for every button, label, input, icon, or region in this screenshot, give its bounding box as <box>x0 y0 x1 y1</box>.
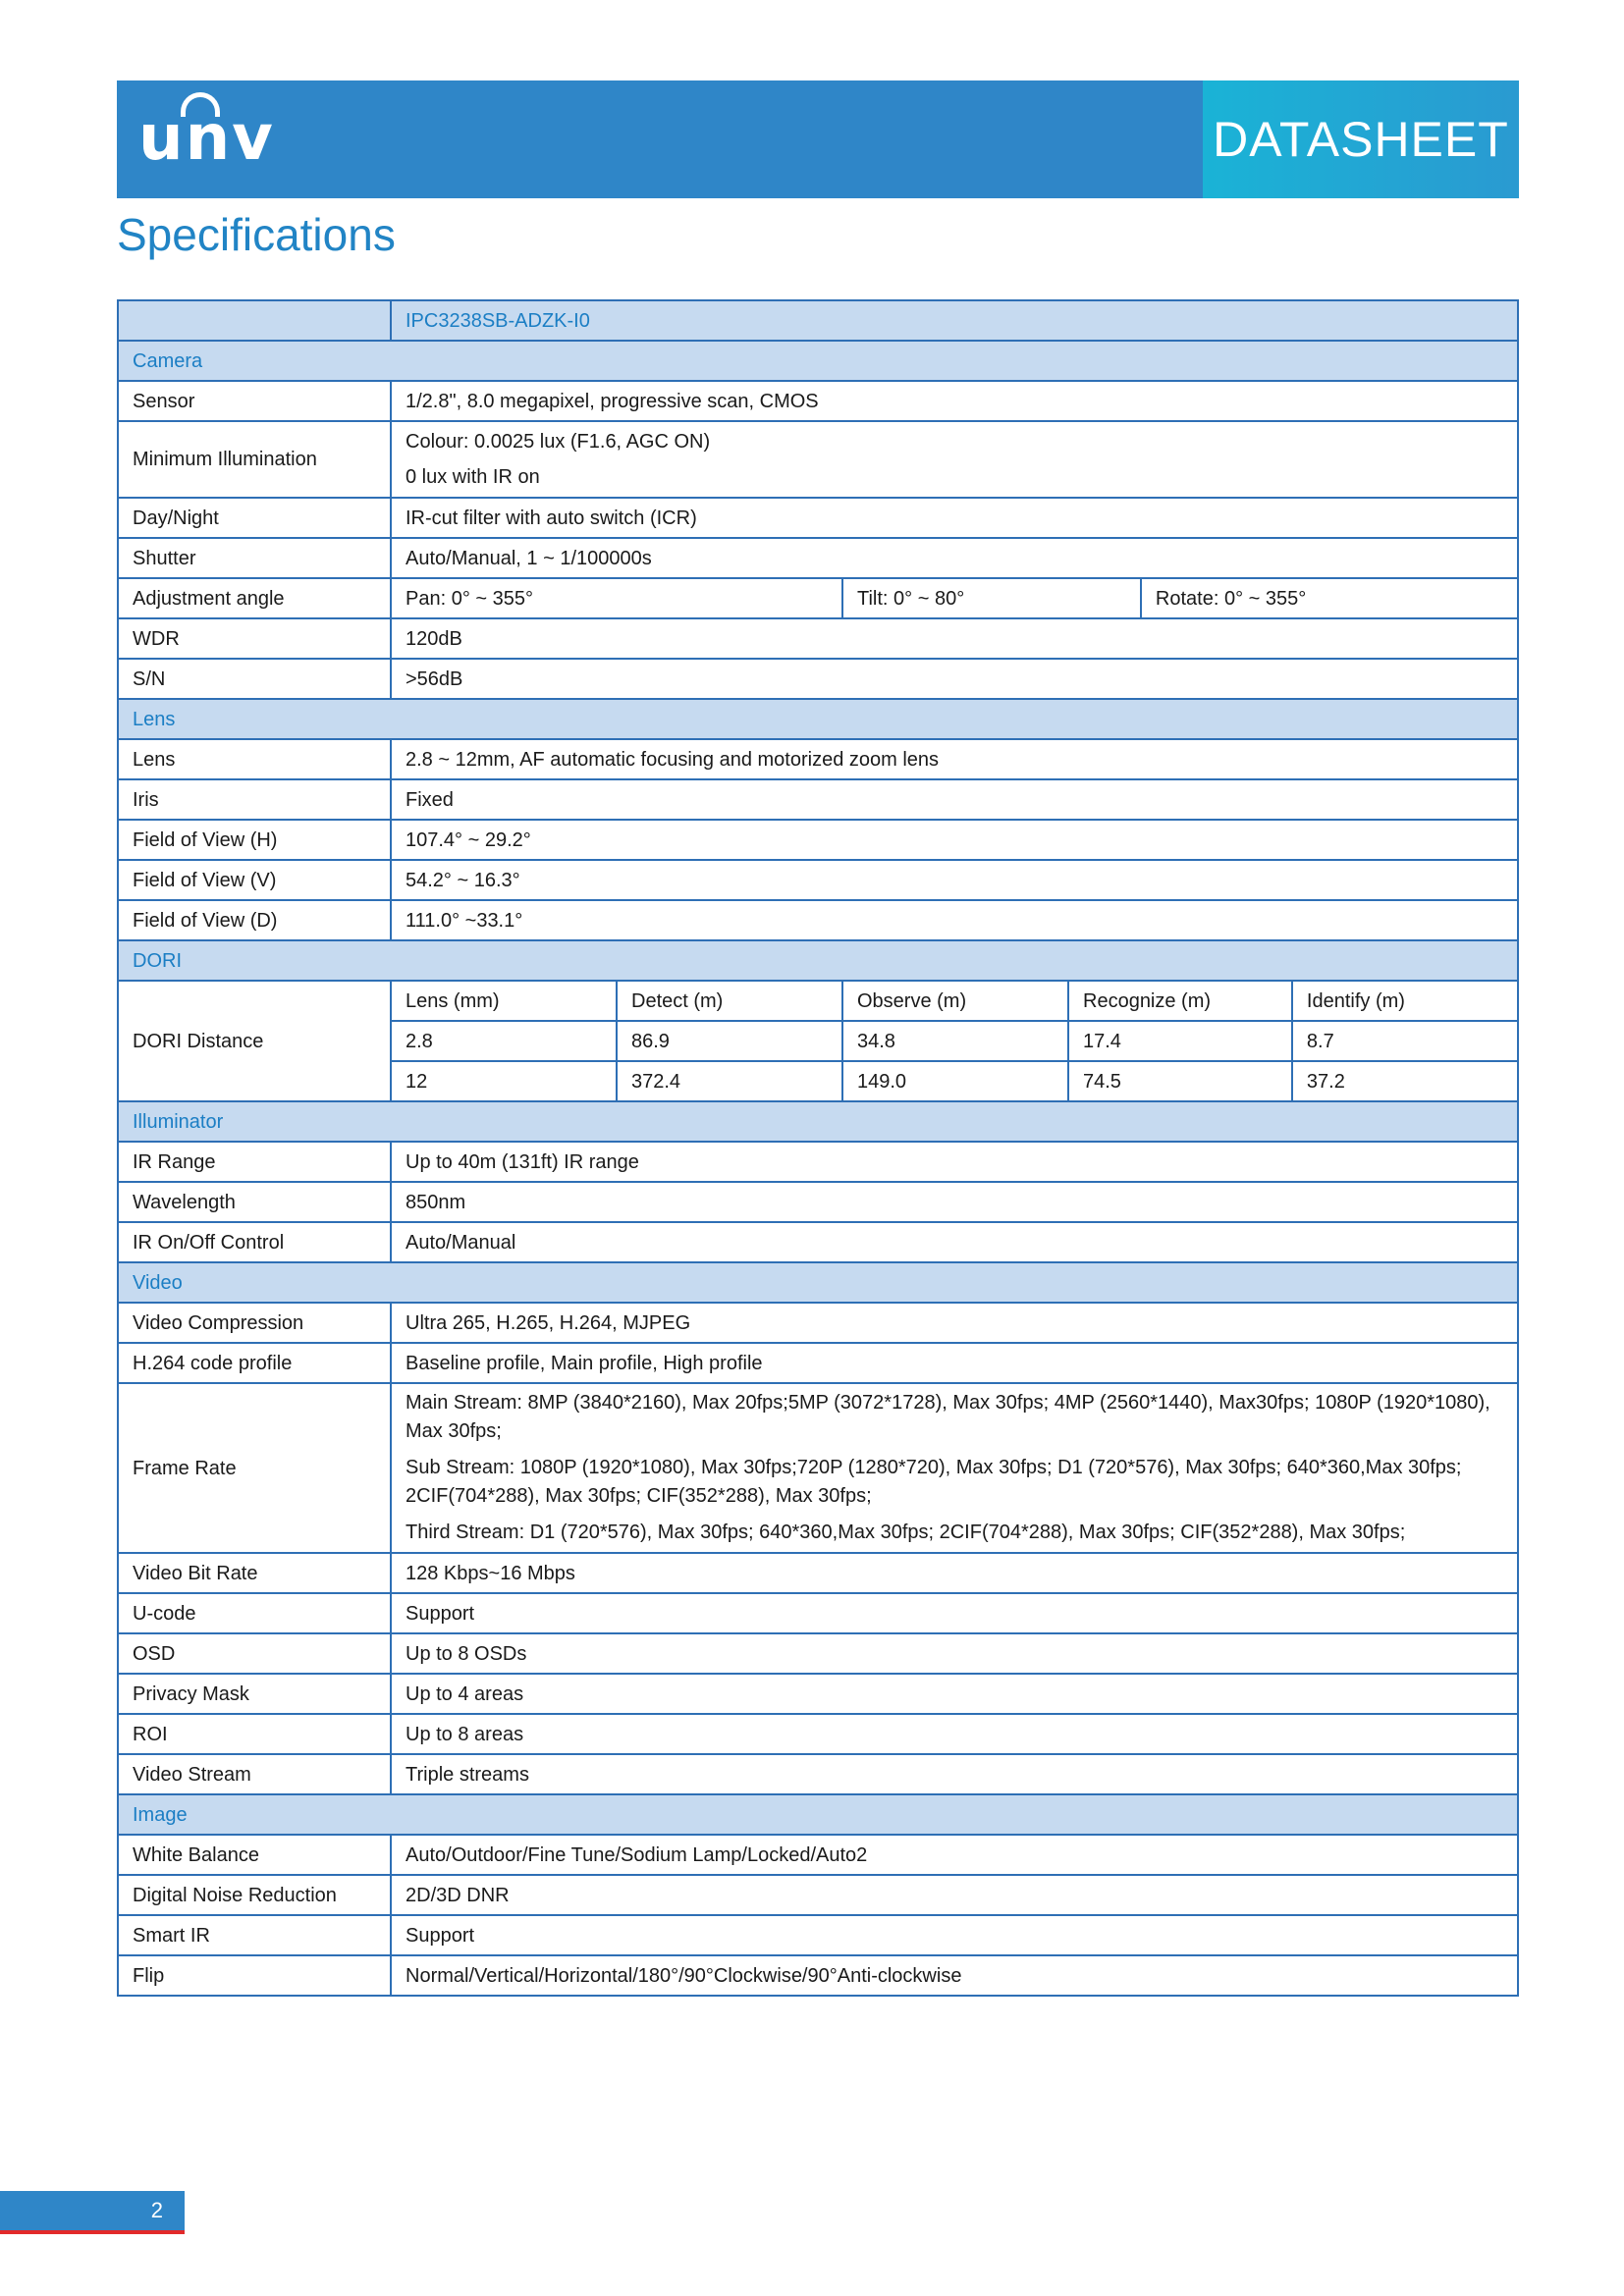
section-image <box>118 1794 1518 1835</box>
spec-label: OSD <box>118 1633 391 1674</box>
logo-arc-icon <box>181 92 220 117</box>
spec-row-adjustment-angle <box>118 578 1518 618</box>
spec-value: Up to 8 OSDs <box>391 1633 1518 1674</box>
spec-value: 111.0° ~33.1° <box>391 900 1518 940</box>
specifications-table <box>117 299 1519 1997</box>
dori-header-cell: Observe (m) <box>842 981 1068 1021</box>
spec-label: IR On/Off Control <box>118 1222 391 1262</box>
spec-value: 120dB <box>391 618 1518 659</box>
spec-value: Auto/Outdoor/Fine Tune/Sodium Lamp/Locked/Auto2 <box>391 1835 1518 1875</box>
spec-label: Minimum Illumination <box>118 421 391 498</box>
spec-value: Fixed <box>391 779 1518 820</box>
spec-label: Smart IR <box>118 1915 391 1955</box>
spec-row-privacy-mask <box>118 1674 1518 1714</box>
dori-cell: 17.4 <box>1068 1021 1292 1061</box>
dori-cell: 74.5 <box>1068 1061 1292 1101</box>
section-video <box>118 1262 1518 1303</box>
third-stream-text: Third Stream: D1 (720*576), Max 30fps; 640*360,Max 30fps; 2CIF(704*288), Max 30fps; CIF(352*288), Max 30fps; <box>406 1522 1406 1543</box>
spec-label: Day/Night <box>118 498 391 538</box>
model-row <box>118 300 1518 341</box>
spec-row-h264-profile <box>118 1343 1518 1383</box>
spec-value: Triple streams <box>391 1754 1518 1794</box>
spec-label: Flip <box>118 1955 391 1996</box>
sub-stream-text: Sub Stream: 1080P (1920*1080), Max 30fps;720P (1280*720), Max 30fps; D1 (720*576), Max 30fps; 640*360,Max 30fps; 2CIF(704*288), Max 30fps; CIF(352*288), Max 30fps; <box>406 1457 1462 1507</box>
spec-label: Field of View (H) <box>118 820 391 860</box>
spec-label: U-code <box>118 1593 391 1633</box>
dori-cell: 149.0 <box>842 1061 1068 1101</box>
section-title: Image <box>118 1794 1518 1835</box>
unv-logo <box>138 98 286 179</box>
page-title: Specifications <box>117 209 396 260</box>
spec-label: Digital Noise Reduction <box>118 1875 391 1915</box>
spec-label: IR Range <box>118 1142 391 1182</box>
model-name: IPC3238SB-ADZK-I0 <box>391 300 1518 341</box>
section-title: Video <box>118 1262 1518 1303</box>
spec-row-video-stream <box>118 1754 1518 1794</box>
spec-row-sensor <box>118 381 1518 421</box>
spec-value: 2.8 ~ 12mm, AF automatic focusing and motorized zoom lens <box>391 739 1518 779</box>
spec-row-flip <box>118 1955 1518 1996</box>
spec-row-wdr <box>118 618 1518 659</box>
spec-row-min-illumination <box>118 421 1518 498</box>
spec-label: Video Stream <box>118 1754 391 1794</box>
spec-row-video-compression <box>118 1303 1518 1343</box>
spec-label: ROI <box>118 1714 391 1754</box>
spec-row-frame-rate <box>118 1383 1518 1553</box>
spec-value: 850nm <box>391 1182 1518 1222</box>
spec-row-bit-rate <box>118 1553 1518 1593</box>
section-title: DORI <box>118 940 1518 981</box>
spec-value: Auto/Manual, 1 ~ 1/100000s <box>391 538 1518 578</box>
spec-label: Shutter <box>118 538 391 578</box>
spec-label: Frame Rate <box>118 1383 391 1553</box>
spec-label: WDR <box>118 618 391 659</box>
spec-value: 2D/3D DNR <box>391 1875 1518 1915</box>
spec-row-osd <box>118 1633 1518 1674</box>
spec-value-line: Colour: 0.0025 lux (F1.6, AGC ON) <box>406 431 711 453</box>
section-camera <box>118 341 1518 381</box>
dori-cell: 8.7 <box>1292 1021 1518 1061</box>
spec-label: White Balance <box>118 1835 391 1875</box>
spec-row-fov-d <box>118 900 1518 940</box>
spec-label: Lens <box>118 739 391 779</box>
page-number: 2 <box>150 2198 163 2222</box>
spec-value: 107.4° ~ 29.2° <box>391 820 1518 860</box>
spec-value: >56dB <box>391 659 1518 699</box>
dori-header-row <box>118 981 1518 1021</box>
spec-label: Wavelength <box>118 1182 391 1222</box>
spec-row-fov-v <box>118 860 1518 900</box>
tilt-value: Tilt: 0° ~ 80° <box>842 578 1141 618</box>
spec-value: Ultra 265, H.265, H.264, MJPEG <box>391 1303 1518 1343</box>
dori-cell: 86.9 <box>617 1021 842 1061</box>
spec-label: Field of View (V) <box>118 860 391 900</box>
spec-row-iris <box>118 779 1518 820</box>
spec-row-sn <box>118 659 1518 699</box>
spec-label: Sensor <box>118 381 391 421</box>
datasheet-label: DATASHEET <box>1213 112 1509 167</box>
spec-row-shutter <box>118 538 1518 578</box>
dori-cell: 37.2 <box>1292 1061 1518 1101</box>
section-lens <box>118 699 1518 739</box>
spec-value <box>391 421 1518 498</box>
rotate-value: Rotate: 0° ~ 355° <box>1141 578 1518 618</box>
spec-row-ir-control <box>118 1222 1518 1262</box>
main-stream-text: Main Stream: 8MP (3840*2160), Max 20fps;5MP (3072*1728), Max 30fps; 4MP (2560*1440), Max30fps; 1080P (1920*1080), Max 30fps; <box>406 1392 1490 1442</box>
spec-value: Up to 40m (131ft) IR range <box>391 1142 1518 1182</box>
spec-value: 54.2° ~ 16.3° <box>391 860 1518 900</box>
spec-row-smart-ir <box>118 1915 1518 1955</box>
spec-value: Support <box>391 1915 1518 1955</box>
spec-row-day-night <box>118 498 1518 538</box>
section-dori <box>118 940 1518 981</box>
dori-header-cell: Detect (m) <box>617 981 842 1021</box>
logo-text: unv <box>138 102 275 175</box>
spec-label: Video Bit Rate <box>118 1553 391 1593</box>
spec-value: Up to 8 areas <box>391 1714 1518 1754</box>
dori-header-cell: Identify (m) <box>1292 981 1518 1021</box>
dori-cell: 372.4 <box>617 1061 842 1101</box>
spec-label: Adjustment angle <box>118 578 391 618</box>
spec-value <box>391 1383 1518 1553</box>
datasheet-badge <box>1203 80 1519 198</box>
spec-row-roi <box>118 1714 1518 1754</box>
page-number-tab <box>0 2191 185 2234</box>
spec-label: Iris <box>118 779 391 820</box>
spec-value: Up to 4 areas <box>391 1674 1518 1714</box>
page-header <box>117 80 1519 198</box>
spec-row-dnr <box>118 1875 1518 1915</box>
dori-header-cell: Lens (mm) <box>391 981 617 1021</box>
spec-row-ucode <box>118 1593 1518 1633</box>
section-illuminator <box>118 1101 1518 1142</box>
model-row-blank <box>118 300 391 341</box>
dori-cell: 2.8 <box>391 1021 617 1061</box>
section-title: Lens <box>118 699 1518 739</box>
spec-value: Baseline profile, Main profile, High profile <box>391 1343 1518 1383</box>
spec-row-lens <box>118 739 1518 779</box>
spec-value: Support <box>391 1593 1518 1633</box>
spec-value: Auto/Manual <box>391 1222 1518 1262</box>
pan-value: Pan: 0° ~ 355° <box>391 578 842 618</box>
spec-value: 128 Kbps~16 Mbps <box>391 1553 1518 1593</box>
dori-header-cell: Recognize (m) <box>1068 981 1292 1021</box>
dori-cell: 34.8 <box>842 1021 1068 1061</box>
dori-cell: 12 <box>391 1061 617 1101</box>
spec-row-white-balance <box>118 1835 1518 1875</box>
spec-value: IR-cut filter with auto switch (ICR) <box>391 498 1518 538</box>
section-title: Camera <box>118 341 1518 381</box>
spec-label: S/N <box>118 659 391 699</box>
spec-label: Video Compression <box>118 1303 391 1343</box>
spec-label: H.264 code profile <box>118 1343 391 1383</box>
spec-value-line: 0 lux with IR on <box>406 466 540 488</box>
spec-row-fov-h <box>118 820 1518 860</box>
spec-label: Field of View (D) <box>118 900 391 940</box>
section-title: Illuminator <box>118 1101 1518 1142</box>
spec-value: Normal/Vertical/Horizontal/180°/90°Clockwise/90°Anti-clockwise <box>391 1955 1518 1996</box>
spec-row-wavelength <box>118 1182 1518 1222</box>
spec-value: 1/2.8", 8.0 megapixel, progressive scan, CMOS <box>391 381 1518 421</box>
spec-label: DORI Distance <box>118 981 391 1101</box>
spec-label: Privacy Mask <box>118 1674 391 1714</box>
spec-row-ir-range <box>118 1142 1518 1182</box>
